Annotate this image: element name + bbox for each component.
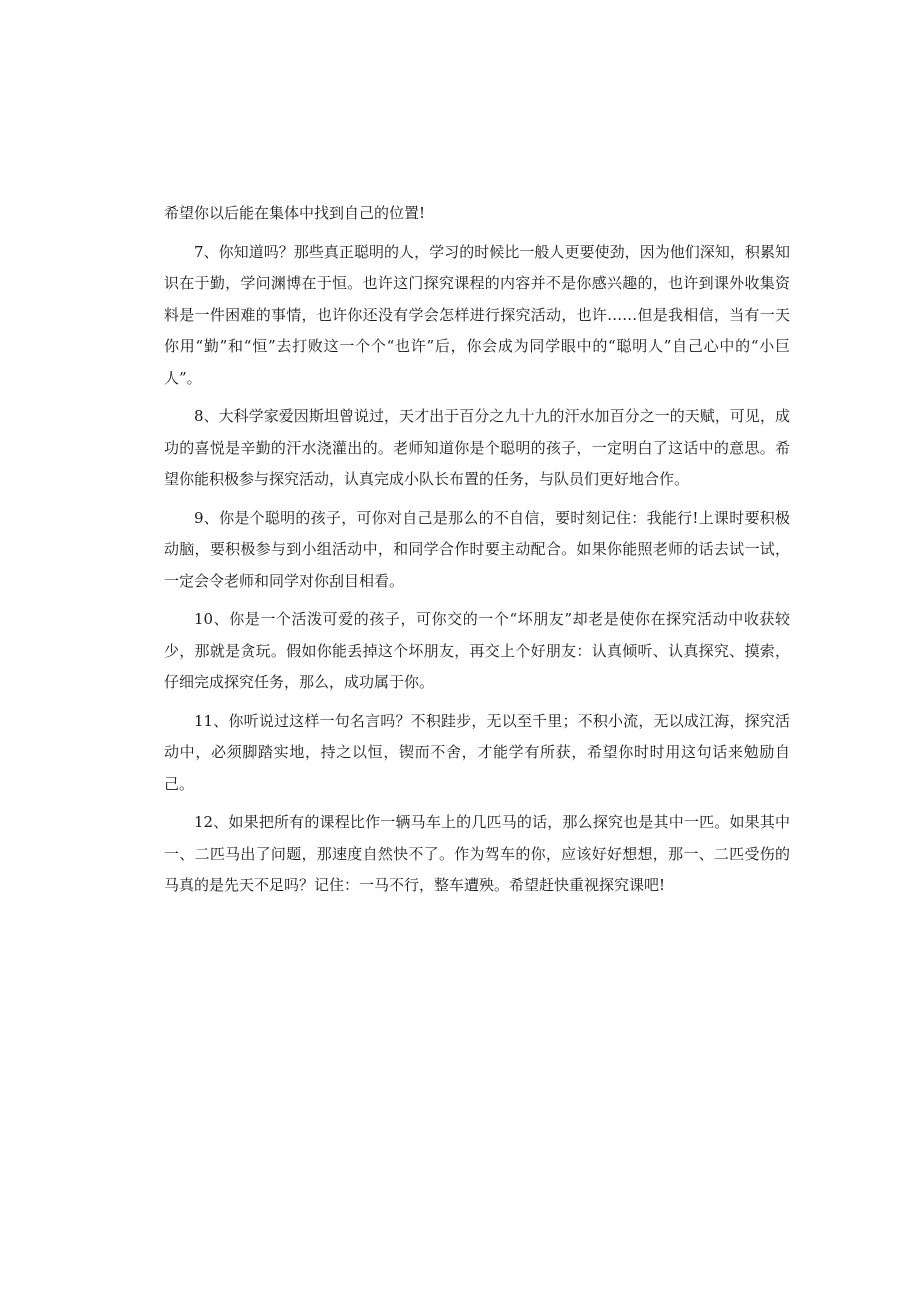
paragraph-item-10: 10、你是一个活泼可爱的孩子，可你交的一个“坏朋友”却老是使你在探究活动中收获较少，那就是贪玩。假如你能丢掉这个坏朋友，再交上个好朋友：认真倾听、认真探究、摸索，仔细完成探究任务，那么，成功属于你。 bbox=[164, 610, 790, 691]
paragraph-item-11: 11、你听说过这样一句名言吗？不积跬步，无以至千里；不积小流，无以成江海，探究活动中，必须脚踏实地，持之以恒，锲而不舍，才能学有所获，希望你时时用这句话来勉励自己。 bbox=[164, 711, 790, 793]
document-body bbox=[164, 198, 790, 902]
paragraph-item-7: 7、你知道吗？那些真正聪明的人，学习的时候比一般人更要使劲，因为他们深知，积累知识在于勤，学问渊博在于恒。也许这门探究课程的内容并不是你感兴趣的，也许到课外收集资料是一件困难的事情，也许你还没有学会怎样进行探究活动，也许……但是我相信，当有一天你用“勤”和“恒”去打败这一个个“也许”后，你会成为同学眼中的“聪明人”自己心中的“小巨人”。 bbox=[164, 242, 790, 387]
paragraph-item-9: 9、你是个聪明的孩子，可你对自己是那么的不自信，要时刻记住：我能行!上课时要积极动脑，要积极参与到小组活动中，和同学合作时要主动配合。如果你能照老师的话去试一试，一定会令老师和同学对你刮目相看。 bbox=[164, 508, 790, 590]
paragraph-item-12: 12、如果把所有的课程比作一辆马车上的几匹马的话，那么探究也是其中一匹。如果其中一、二匹马出了问题，那速度自然快不了。作为驾车的你，应该好好想想，那一、二匹受伤的马真的是先天不足吗？记住：一马不行，整车遭殃。希望赶快重视探究课吧! bbox=[164, 813, 790, 894]
paragraph-item-8: 8、大科学家爱因斯坦曾说过，天才出于百分之九十九的汗水加百分之一的天赋，可见，成功的喜悦是辛勤的汗水浇灌出的。老师知道你是个聪明的孩子，一定明白了这话中的意思。希望你能积极参与探究活动，认真完成小队长布置的任务，与队员们更好地合作。 bbox=[164, 407, 790, 488]
paragraph-continuation: 希望你以后能在集体中找到自己的位置! bbox=[164, 204, 426, 222]
